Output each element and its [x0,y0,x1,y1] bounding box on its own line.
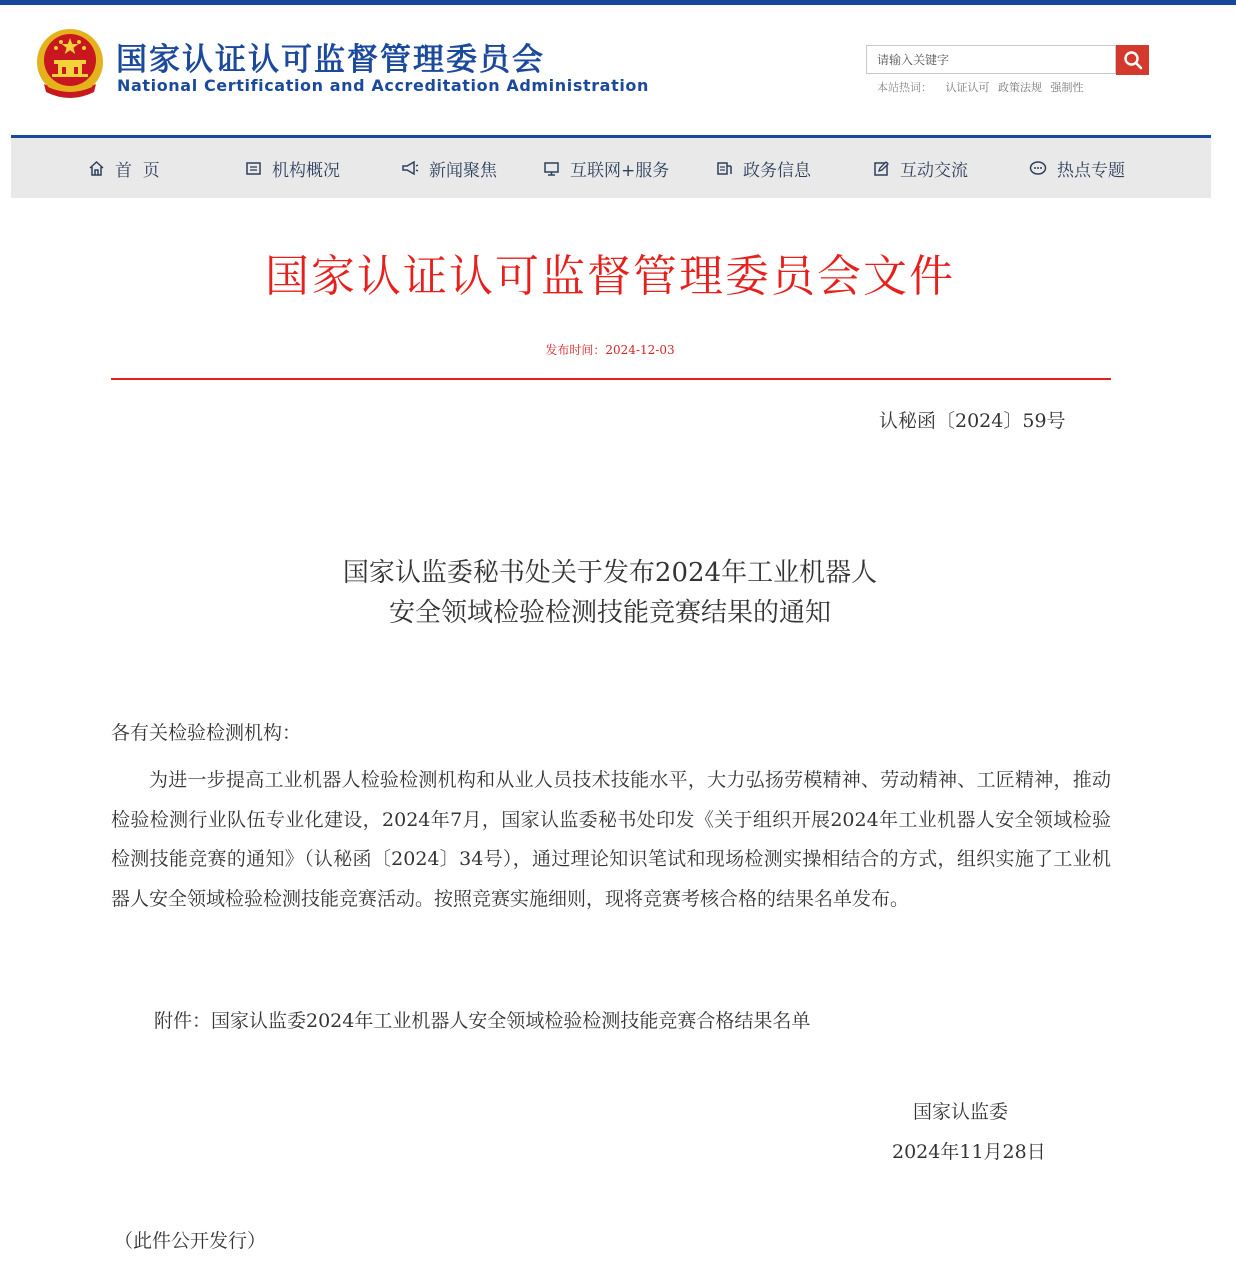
hot-words-label: 本站热词： [877,81,932,94]
hot-word-link[interactable]: 强制性 [1050,81,1084,94]
chat-bubble-icon [1029,160,1047,177]
top-accent-bar [0,0,1236,5]
main-nav [11,138,1211,198]
list-icon [245,160,262,177]
home-icon [88,160,105,177]
search-input[interactable] [866,45,1116,74]
document-title-line: 国家认监委秘书处关于发布2024年工业机器人 [342,558,878,588]
document-number: 认秘函〔2024〕59号 [879,410,1066,432]
nav-item-label: 新闻聚焦 [429,160,497,181]
sign-date: 2024年11月28日 [892,1141,1046,1163]
edit-icon [873,160,890,177]
document-title-line: 安全领域检验检测技能竞赛结果的通知 [388,598,831,628]
national-emblem-icon [34,26,106,102]
nav-item-hot-topics[interactable] [1029,138,1125,198]
signer: 国家认监委 [913,1101,1009,1123]
publish-time [0,341,1220,358]
nav-item-home[interactable] [88,138,160,198]
document-title [0,553,1220,633]
nav-item-label: 机构概况 [272,160,340,181]
nav-item-internet-service[interactable] [543,138,669,198]
public-note: （此件公开发行） [114,1230,267,1252]
nav-item-interaction[interactable] [873,138,968,198]
search-icon [1123,50,1143,70]
publish-time-label: 发布时间： [545,343,606,357]
document-header-title: 国家认证认可监督管理委员会文件 [265,251,955,302]
hot-word-link[interactable]: 政策法规 [998,81,1042,94]
nav-item-label: 首 页 [115,160,160,181]
publish-time-value: 2024-12-03 [605,343,675,357]
info-board-icon [716,160,733,177]
nav-item-label: 互动交流 [900,160,968,181]
salutation: 各有关检验检测机构： [111,722,302,744]
nav-item-news[interactable] [401,138,497,198]
nav-item-label: 热点专题 [1057,160,1125,181]
megaphone-icon [401,160,419,177]
attachment-link[interactable]: 附件：国家认监委2024年工业机器人安全领域检验检测技能竞赛合格结果名单 [154,1010,811,1032]
site-title-en: National Certification and Accreditation Administration [117,76,649,95]
site-title-cn: 国家认证认可监督管理委员会 [116,42,545,78]
nav-item-label: 政务信息 [743,160,811,181]
body-paragraph: 为进一步提高工业机器人检验检测机构和从业人员技术技能水平，大力弘扬劳模精神、劳动精神、工匠精神，推动检验检测行业队伍专业化建设，2024年7月，国家认监委秘书处印发《关于组织开展2024年工业机器人安全领域检验检测技能竞赛的通知》（认秘函〔2024〕34号），通过理论知识笔试和现场检测实操相结合的方式，组织实施了工业机器人安全领域检验检测技能竞赛活动。按照竞赛实施细则，现将竞赛考核合格的结果名单发布。 [111,769,1111,910]
nav-item-about[interactable] [245,138,340,198]
hot-words [877,79,1089,95]
nav-item-label: 互联网+服务 [570,160,670,181]
monitor-icon [543,160,560,177]
red-divider [111,378,1111,380]
search-button[interactable] [1116,45,1149,75]
nav-item-gov-info[interactable] [716,138,811,198]
hot-word-link[interactable]: 认证认可 [945,81,990,94]
